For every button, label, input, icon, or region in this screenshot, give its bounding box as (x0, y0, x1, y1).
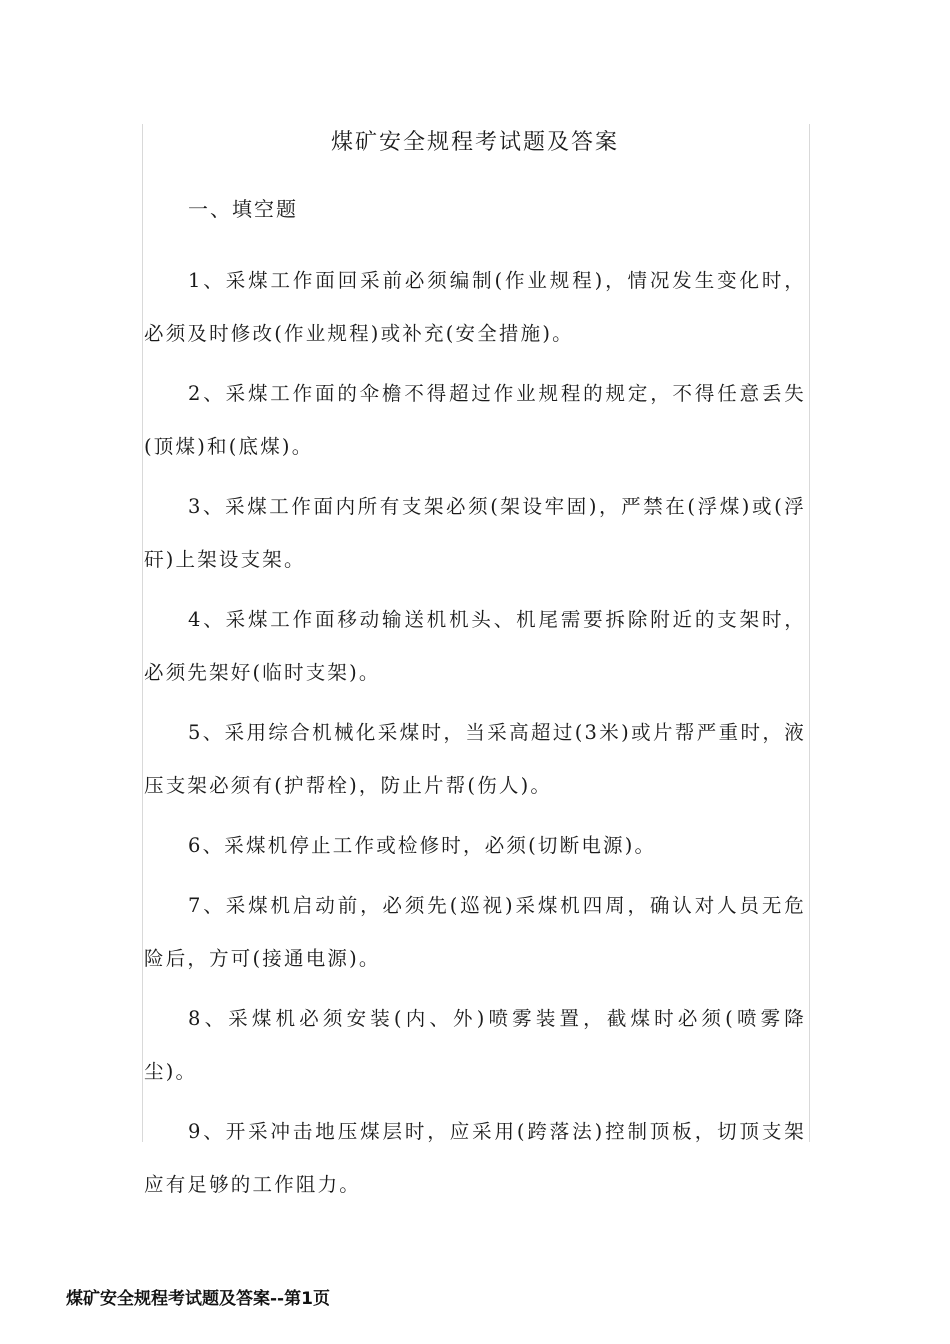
question-item (144, 593, 806, 699)
document-body (144, 124, 806, 1218)
document-title: 煤矿安全规程考试题及答案 (330, 130, 619, 155)
question-text: 1、采煤工作面回采前必须编制(作业规程)，情况发生变化时，必须及时修改(作业规程)或补充(安全措施)。 (144, 269, 806, 345)
question-item (144, 1105, 806, 1211)
question-list (144, 254, 806, 1211)
page-footer: 煤矿安全规程考试题及答案--第1页 (66, 1289, 330, 1309)
question-item (144, 254, 806, 360)
question-item (144, 367, 806, 473)
question-text: 9、开采冲击地压煤层时，应采用(跨落法)控制顶板，切顶支架应有足够的工作阻力。 (144, 1120, 806, 1196)
question-text: 7、采煤机启动前，必须先(巡视)采煤机四周，确认对人员无危险后，方可(接通电源)。 (144, 894, 806, 970)
question-text: 8、采煤机必须安装(内、外)喷雾装置，截煤时必须(喷雾降尘)。 (144, 1007, 806, 1083)
question-text: 3、采煤工作面内所有支架必须(架设牢固)，严禁在(浮煤)或(浮矸)上架设支架。 (144, 495, 806, 571)
question-text: 5、采用综合机械化采煤时，当采高超过(3米)或片帮严重时，液压支架必须有(护帮栓)，防止片帮(伤人)。 (144, 721, 806, 797)
section-heading: 一、填空题 (188, 197, 298, 221)
question-text: 6、采煤机停止工作或检修时，必须(切断电源)。 (188, 834, 657, 857)
question-item (144, 819, 806, 872)
question-item (144, 706, 806, 812)
question-text: 2、采煤工作面的伞檐不得超过作业规程的规定，不得任意丢失(顶煤)和(底煤)。 (144, 382, 806, 458)
question-item (144, 480, 806, 586)
question-text: 4、采煤工作面移动输送机机头、机尾需要拆除附近的支架时，必须先架好(临时支架)。 (144, 608, 806, 684)
question-item (144, 992, 806, 1098)
question-item (144, 879, 806, 985)
